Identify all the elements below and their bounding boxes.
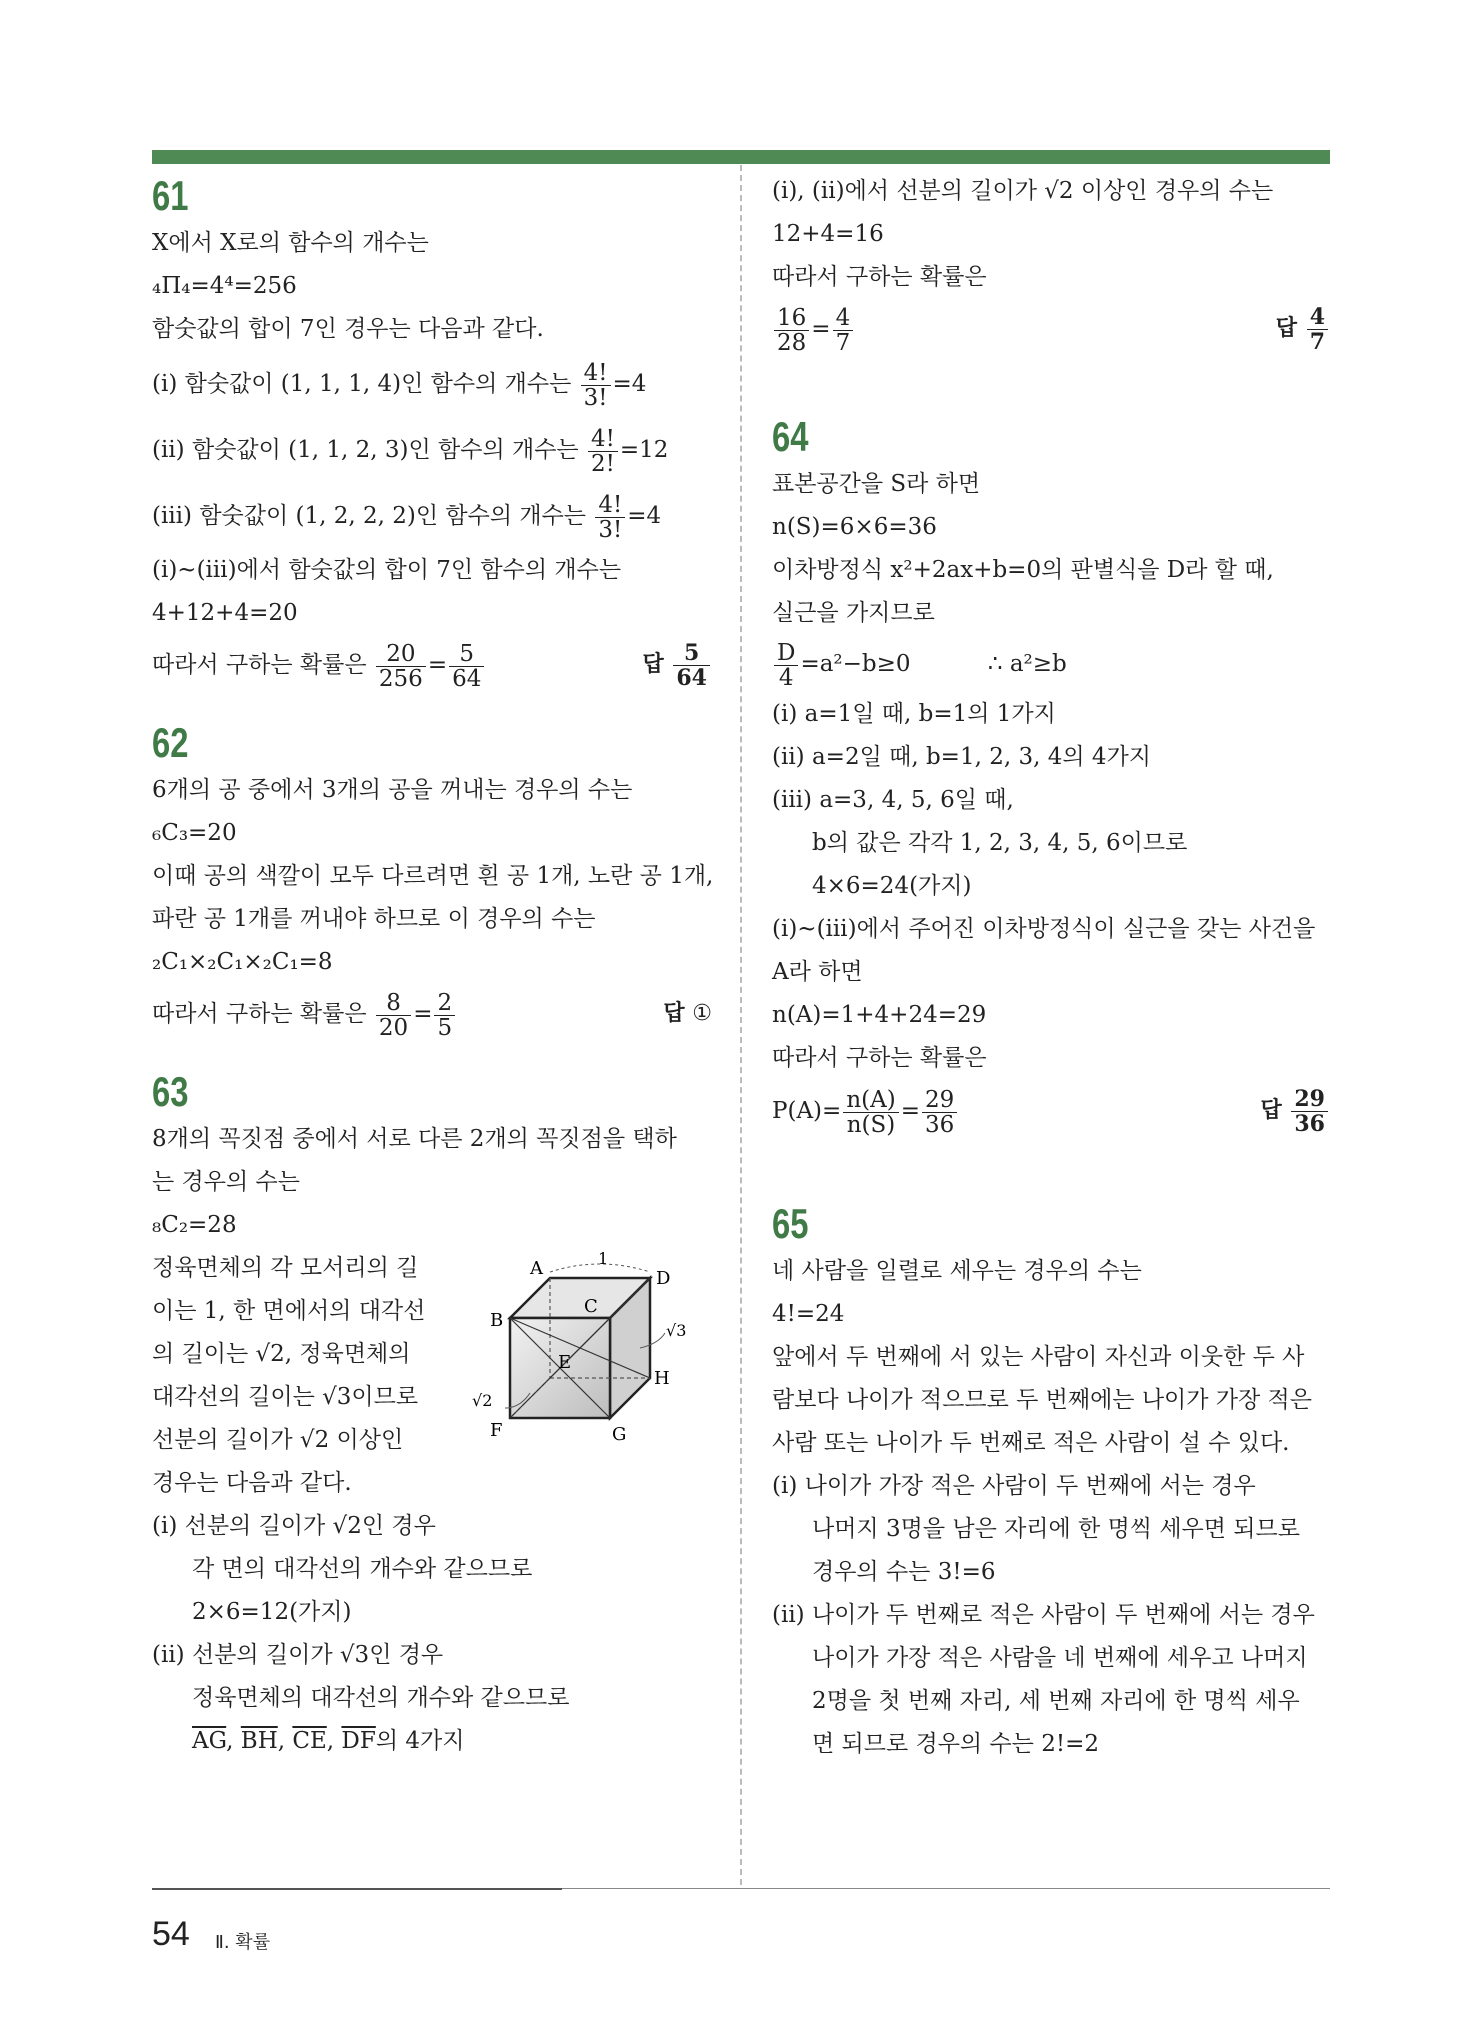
problem-number: 61: [152, 172, 189, 219]
column-divider: [740, 165, 742, 1885]
text-line: 사람 또는 나이가 두 번째로 적은 사람이 설 수 있다.: [772, 1430, 1290, 1456]
text-line: 따라서 구하는 확률은: [772, 264, 987, 290]
chapter-title: Ⅱ. 확률: [215, 1932, 271, 1953]
text-line: 4!=24: [772, 1301, 845, 1327]
vertex-label: B: [490, 1310, 504, 1331]
fraction: $\frac{4}{7}$: [833, 306, 854, 355]
text-line: 정육면체의 각 모서리의 길: [152, 1255, 419, 1281]
text-line: (ⅰ), (ⅱ)에서 선분의 길이가 √2 이상인 경우의 수는: [772, 178, 1274, 204]
problem-65: [772, 1198, 1330, 1766]
result-line: P(A)= $\frac{n(A)}{n(S)}$ = $\frac{29}{36}$ 답 $\frac{29}{36}$: [772, 1080, 1330, 1142]
text-line: 정육면체의 대각선의 개수와 같으므로: [192, 1685, 570, 1711]
text-line: 12+4=16: [772, 221, 884, 247]
text-line: 이는 1, 한 면에서의 대각선: [152, 1298, 426, 1324]
text-line: (ⅰ)~(ⅲ)에서 함숫값의 합이 7인 함수의 개수는: [152, 557, 622, 583]
text-line: 실근을 가지므로: [772, 600, 935, 626]
text-line: 6개의 공 중에서 3개의 공을 꺼내는 경우의 수는: [152, 777, 633, 803]
vertex-label: A: [530, 1258, 543, 1279]
text-line: ₄Π₄=4⁴=256: [152, 273, 297, 299]
text-line: 표본공간을 S라 하면: [772, 471, 981, 497]
case-line: (ⅰ) 함숫값이 (1, 1, 1, 4)인 함수의 개수는 $\frac{4!}{3!}$ =4: [152, 359, 647, 411]
case-line: (ⅰ) 나이가 가장 적은 사람이 두 번째에 서는 경우: [772, 1473, 1256, 1499]
discriminant-line: $\frac{D}{4}$ =a²−b≥0 ∴ a²≥b: [772, 635, 1330, 693]
footer-rule-accent: [152, 1888, 562, 1890]
page-number: 54: [152, 1915, 190, 1953]
case-line: (ⅱ) 함숫값이 (1, 1, 2, 3)인 함수의 개수는 $\frac{4!}{2!}$ =12: [152, 425, 669, 477]
text-line: 경우의 수는 3!=6: [812, 1559, 996, 1585]
result-line: 따라서 구하는 확률은 $\frac{20}{256}$ = $\frac{5}{64}$ 답 $\frac{5}{64}$: [152, 635, 712, 695]
problem-64: [772, 411, 1330, 1142]
vertex-label: E: [558, 1352, 572, 1373]
fraction: $\frac{29}{36}$: [922, 1088, 957, 1137]
text-line: 앞에서 두 번째에 서 있는 사람이 자신과 이웃한 두 사: [772, 1344, 1305, 1370]
answer: 답 $\frac{29}{36}$: [1260, 1080, 1330, 1142]
segment-line: $\overline{AG}$, $\overline{BH}$, $\overline{CE}$, $\overline{DF}$의 4가지: [192, 1728, 465, 1754]
fraction: $\frac{4!}{3!}$: [581, 361, 611, 410]
text-line: 2×6=12(가지): [192, 1599, 352, 1625]
result-line: 따라서 구하는 확률은 $\frac{8}{20}$ = $\frac{2}{5}$ 답 ①: [152, 984, 712, 1044]
vertex-label: F: [490, 1420, 503, 1441]
fraction: $\frac{4!}{3!}$: [595, 493, 625, 542]
text-line: 면 되므로 경우의 수는 2!=2: [812, 1731, 1099, 1757]
cube-diagram: [470, 1248, 687, 1478]
text-line: 8개의 꼭짓점 중에서 서로 다른 2개의 꼭짓점을 택하: [152, 1126, 677, 1152]
fraction: $\frac{16}{28}$: [774, 306, 809, 355]
length-label: √3: [666, 1321, 687, 1340]
text-line: ₆C₃=20: [152, 820, 237, 846]
problem-number: 63: [152, 1068, 189, 1115]
problem-number: 64: [772, 413, 809, 460]
vertex-label: H: [654, 1368, 670, 1389]
case-line: (ⅰ) a=1일 때, b=1의 1가지: [772, 701, 1056, 727]
problem-63-continued: [772, 170, 1330, 359]
text-line: n(A)=1+4+24=29: [772, 1002, 987, 1028]
right-column: [772, 178, 1330, 1766]
answer: 답 $\frac{5}{64}$: [642, 635, 712, 695]
text-line: 함숫값의 합이 7인 경우는 다음과 같다.: [152, 316, 544, 342]
fraction: $\frac{8}{20}$: [376, 991, 411, 1040]
text-line: 4+12+4=20: [152, 600, 298, 626]
text-line: 람보다 나이가 적으므로 두 번째에는 나이가 가장 적은: [772, 1387, 1312, 1413]
text-line: ₂C₁×₂C₁×₂C₁=8: [152, 949, 333, 975]
case-line: (ⅰ) 선분의 길이가 √2인 경우: [152, 1513, 436, 1539]
text-line: 2명을 첫 번째 자리, 세 번째 자리에 한 명씩 세우: [812, 1688, 1300, 1714]
length-label: 1: [598, 1249, 609, 1268]
case-line: (ⅱ) a=2일 때, b=1, 2, 3, 4의 4가지: [772, 744, 1151, 770]
text-line: 파란 공 1개를 꺼내야 하므로 이 경우의 수는: [152, 906, 596, 932]
answer: 답 $\frac{4}{7}$: [1276, 299, 1330, 359]
text-line: 는 경우의 수는: [152, 1169, 300, 1195]
text-line: 경우는 다음과 같다.: [152, 1470, 352, 1496]
text-line: (ⅰ)~(ⅲ)에서 주어진 이차방정식이 실근을 갖는 사건을: [772, 916, 1316, 942]
text-line: 나머지 3명을 남은 자리에 한 명씩 세우면 되므로: [812, 1516, 1300, 1542]
case-line: (ⅱ) 선분의 길이가 √3인 경우: [152, 1642, 444, 1668]
fraction: $\frac{n(A)}{n(S)}$: [843, 1088, 898, 1137]
top-accent-bar: [152, 150, 1330, 164]
text-line: 네 사람을 일렬로 세우는 경우의 수는: [772, 1258, 1142, 1284]
result-line: $\frac{16}{28}$ = $\frac{4}{7}$ 답 $\frac{4}{7}$: [772, 299, 1330, 359]
problem-61: [152, 170, 712, 695]
fraction: $\frac{20}{256}$: [376, 642, 426, 691]
length-label: √2: [472, 1391, 493, 1410]
text-line: b의 값은 각각 1, 2, 3, 4, 5, 6이므로: [812, 830, 1188, 856]
case-line: (ⅲ) 함숫값이 (1, 2, 2, 2)인 함수의 개수는 $\frac{4!}{3!}$ =4: [152, 491, 662, 543]
answer: 답 ①: [663, 1001, 712, 1026]
vertex-label: D: [656, 1268, 671, 1289]
text-line: A라 하면: [772, 959, 863, 985]
case-line: (ⅲ) a=3, 4, 5, 6일 때,: [772, 787, 1014, 813]
text-line: 대각선의 길이는 √3이므로: [152, 1384, 419, 1410]
left-column: [152, 170, 712, 1763]
vertex-label: G: [612, 1424, 627, 1445]
problem-63: [152, 1066, 712, 1763]
text-line: n(S)=6×6=36: [772, 514, 937, 540]
text-line: 4×6=24(가지): [812, 873, 972, 899]
fraction: $\frac{2}{5}$: [434, 991, 455, 1040]
case-line: (ⅱ) 나이가 두 번째로 적은 사람이 두 번째에 서는 경우: [772, 1602, 1315, 1628]
problem-number: 62: [152, 719, 189, 766]
text-line: 선분의 길이가 √2 이상인: [152, 1427, 404, 1453]
problem-number: 65: [772, 1200, 809, 1247]
text-line: X에서 X로의 함수의 개수는: [152, 230, 429, 256]
problem-62: [152, 717, 712, 1044]
text-line: 이때 공의 색깔이 모두 다르려면 흰 공 1개, 노란 공 1개,: [152, 863, 714, 889]
text-line: 의 길이는 √2, 정육면체의: [152, 1341, 411, 1367]
text-line: 나이가 가장 적은 사람을 네 번째에 세우고 나머지: [812, 1645, 1308, 1671]
text-line: ₈C₂=28: [152, 1212, 237, 1238]
fraction: $\frac{D}{4}$: [774, 641, 798, 690]
text-line: 따라서 구하는 확률은: [772, 1045, 987, 1071]
fraction: $\frac{4!}{2!}$: [588, 427, 618, 476]
fraction: $\frac{5}{64}$: [449, 642, 484, 691]
text-line: 이차방정식 x²+2ax+b=0의 판별식을 D라 할 때,: [772, 557, 1274, 583]
vertex-label: C: [584, 1296, 598, 1317]
text-line: 각 면의 대각선의 개수와 같으므로: [192, 1556, 533, 1582]
